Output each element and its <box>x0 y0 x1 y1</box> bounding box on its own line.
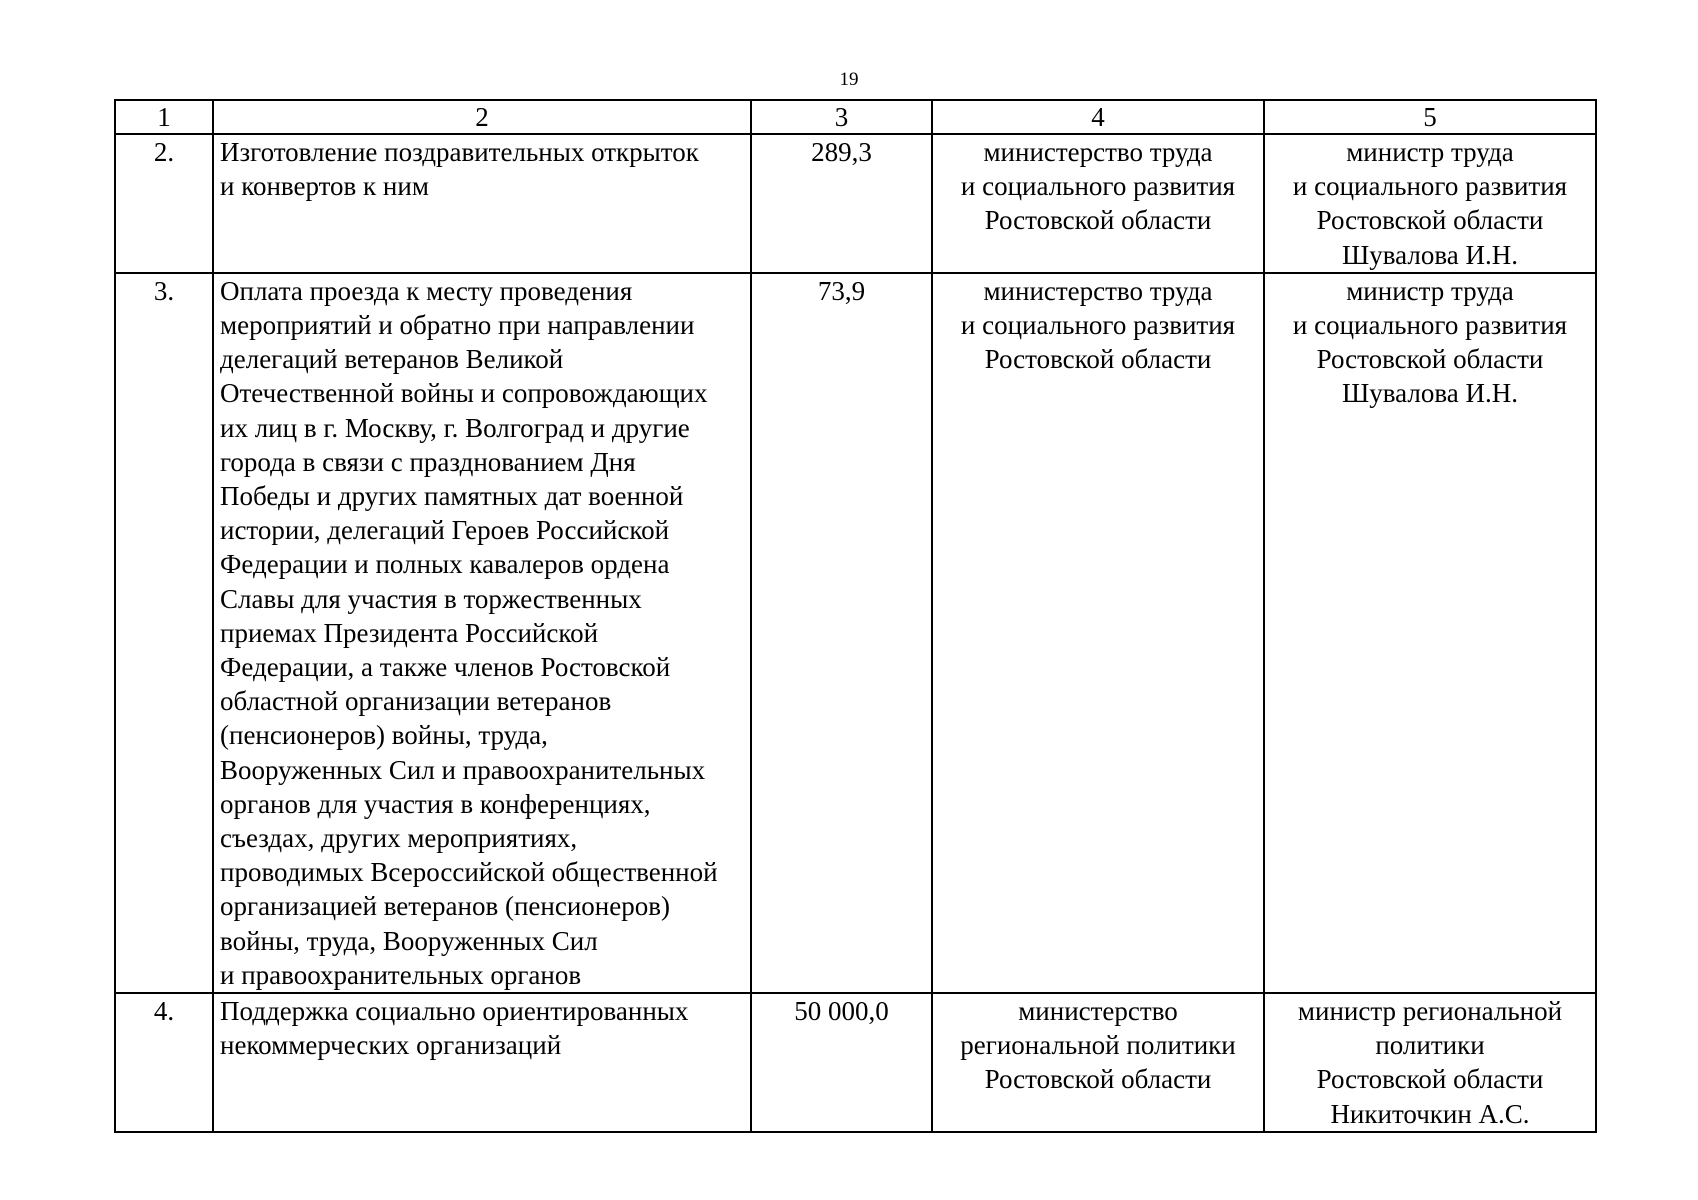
row-number-cell: 4. <box>115 993 213 1132</box>
agency-line: министерство труда <box>983 137 1213 167</box>
description-line: Отечественной войны и сопровождающих <box>220 378 708 409</box>
table-row <box>115 993 1596 1132</box>
column-header-4: 4 <box>932 100 1264 134</box>
agency-line: и социального развития <box>960 310 1236 341</box>
description-line: Победы и других памятных дат военной <box>220 481 684 512</box>
agency-cell <box>932 273 1264 993</box>
description-line: войны, труда, Вооруженных Сил <box>220 925 598 956</box>
amount-cell: 50 000,0 <box>751 993 932 1132</box>
responsible-line: министр труда <box>1346 275 1514 306</box>
row-number-cell: 2. <box>115 134 213 273</box>
page-number: 19 <box>839 69 859 90</box>
column-number-row <box>115 100 1596 134</box>
responsible-cell <box>1264 134 1596 273</box>
description-line: проводимых Всероссийской общественной <box>220 857 718 888</box>
description-line: Оплата проезда к месту проведения <box>220 275 633 306</box>
amount-cell: 289,3 <box>751 134 932 273</box>
description-line: Федерации и полных кавалеров ордена <box>220 549 670 580</box>
description-line: и правоохранительных органов <box>220 959 582 990</box>
description-line: органов для участия в конференциях, <box>220 788 651 819</box>
agency-line: региональной политики <box>960 1030 1236 1061</box>
column-header-2: 2 <box>213 100 751 134</box>
description-cell <box>213 273 751 993</box>
responsible-line: Ростовской области <box>1316 205 1544 236</box>
description-line: делегаций ветеранов Великой <box>220 344 564 375</box>
responsible-line: и социального развития <box>1292 171 1568 202</box>
description-line: приемах Президента Российской <box>220 617 599 648</box>
agency-line: Ростовской области <box>984 1064 1212 1095</box>
agency-cell <box>932 134 1264 273</box>
description-line: Поддержка социально ориентированных <box>220 996 689 1027</box>
description-line: областной организации ветеранов <box>220 686 612 717</box>
responsible-line: Шувалова И.Н. <box>1342 239 1518 270</box>
column-header-1: 1 <box>115 100 213 134</box>
row-number-cell: 3. <box>115 273 213 993</box>
agency-line: Ростовской области <box>984 205 1212 236</box>
description-line: Федерации, а также членов Ростовской <box>220 652 671 683</box>
column-header-3: 3 <box>751 100 932 134</box>
responsible-line: Никиточкин А.С. <box>1330 1098 1530 1129</box>
description-line: Вооруженных Сил и правоохранительных <box>220 754 706 785</box>
responsible-line: Ростовской области <box>1316 344 1544 375</box>
description-line: истории, делегаций Героев Российской <box>220 515 670 546</box>
responsible-line: Шувалова И.Н. <box>1342 378 1518 409</box>
description-line: города в связи с празднованием Дня <box>220 446 636 477</box>
responsible-line: министр труда <box>1346 137 1514 167</box>
description-line: съездах, других мероприятиях, <box>220 823 578 854</box>
description-cell <box>213 134 751 273</box>
agency-line: Ростовской области <box>984 344 1212 375</box>
description-line: Славы для участия в торжественных <box>220 583 642 614</box>
description-line: некоммерческих организаций <box>220 1030 562 1061</box>
measures-table <box>114 99 1597 1133</box>
description-line: и конвертов к ним <box>220 171 429 202</box>
description-cell <box>213 993 751 1132</box>
description-line: Изготовление поздравительных открыток <box>220 137 699 167</box>
table-header <box>115 100 1596 134</box>
responsible-line: политики <box>1375 1030 1485 1061</box>
responsible-line: и социального развития <box>1292 310 1568 341</box>
description-line: (пенсионеров) войны, труда, <box>220 720 548 751</box>
agency-line: и социального развития <box>960 171 1236 202</box>
amount-cell: 73,9 <box>751 273 932 993</box>
responsible-cell <box>1264 273 1596 993</box>
responsible-cell <box>1264 993 1596 1132</box>
table-row <box>115 273 1596 993</box>
agency-cell <box>932 993 1264 1132</box>
table-row <box>115 134 1596 273</box>
column-header-5: 5 <box>1264 100 1596 134</box>
description-line: мероприятий и обратно при направлении <box>220 310 695 341</box>
agency-line: министерство труда <box>983 275 1213 306</box>
description-line: их лиц в г. Москву, г. Волгоград и другие <box>220 412 690 443</box>
table-body <box>115 134 1596 1132</box>
description-line: организацией ветеранов (пенсионеров) <box>220 891 670 922</box>
agency-line: министерство <box>1018 996 1178 1027</box>
responsible-line: министр региональной <box>1297 996 1563 1027</box>
responsible-line: Ростовской области <box>1316 1064 1544 1095</box>
